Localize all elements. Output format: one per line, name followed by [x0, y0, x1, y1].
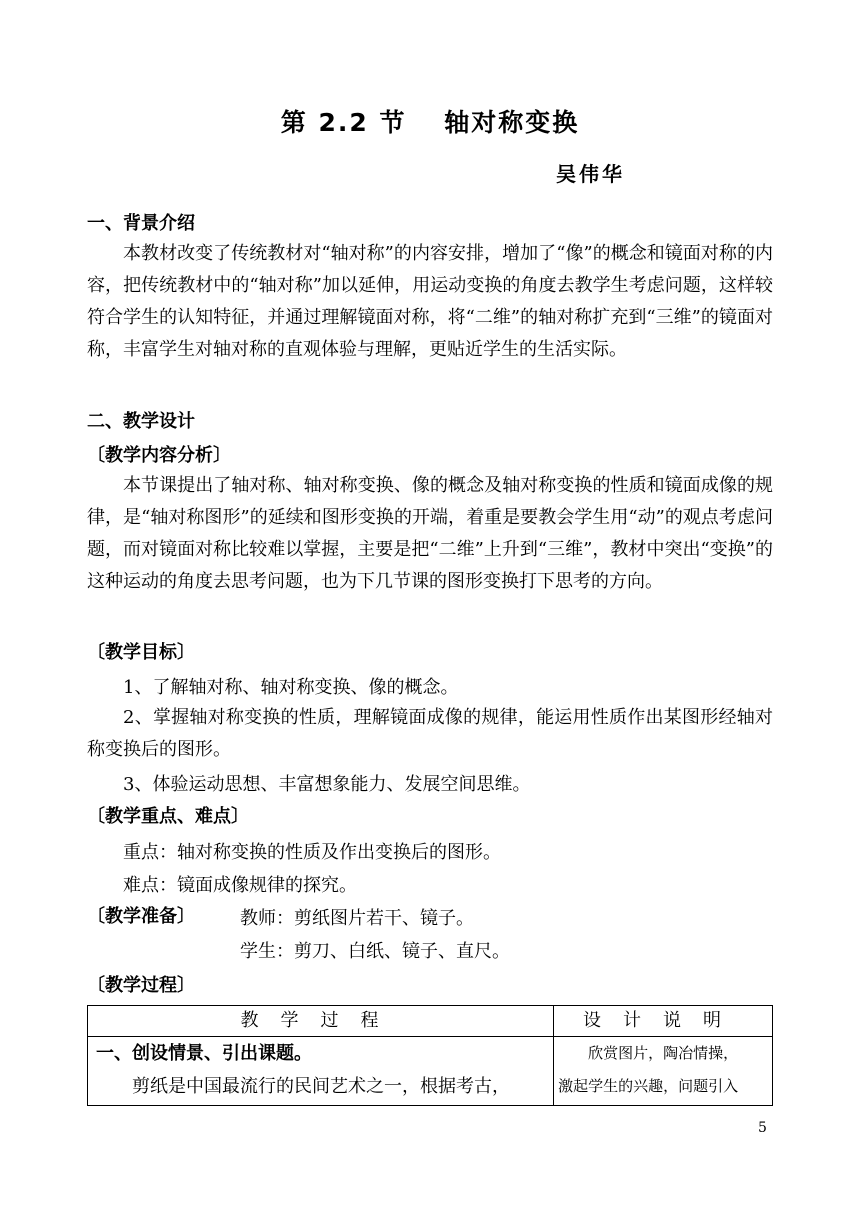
page-number: 5	[758, 1120, 767, 1136]
subheading-content-analysis: 〔教学内容分析〕	[87, 445, 231, 466]
table-header-process: 教学过程	[88, 1006, 554, 1037]
subheading-key-points: 〔教学重点、难点〕	[87, 806, 249, 827]
table-cell-notes	[554, 1037, 773, 1106]
table-note-line-2: 激起学生的兴趣，问题引入	[558, 1077, 739, 1095]
key-point-text: 重点：轴对称变换的性质及作出变换后的图形。	[123, 842, 501, 863]
subheading-preparation: 〔教学准备〕	[87, 906, 195, 927]
page-title: 第 2.2 节 轴对称变换	[280, 108, 580, 137]
process-table	[87, 1005, 773, 1106]
table-cell-process	[88, 1037, 554, 1106]
table-row-title: 一、创设情景、引出课题。	[96, 1043, 312, 1064]
prep-teacher-text: 教师：剪纸图片若干、镜子。	[240, 908, 474, 929]
subheading-process: 〔教学过程〕	[87, 975, 195, 996]
difficulty-text: 难点：镜面成像规律的探究。	[123, 875, 357, 896]
table-row-text: 剪纸是中国最流行的民间艺术之一，根据考古，	[132, 1076, 510, 1097]
subheading-goals: 〔教学目标〕	[87, 642, 195, 663]
table-note-line-1: 欣赏图片，陶冶情操，	[588, 1044, 739, 1062]
prep-student-text: 学生：剪刀、白纸、镜子、直尺。	[240, 941, 510, 962]
goal-item-2: 2、掌握轴对称变换的性质，理解镜面成像的规律，能运用性质作出某图形经轴对称变换后的图形。	[87, 707, 773, 760]
table-header-notes: 设计说明	[554, 1006, 773, 1037]
goal-item-3: 3、体验运动思想、丰富想象能力、发展空间思维。	[123, 774, 531, 795]
goal-item-1: 1、了解轴对称、轴对称变换、像的概念。	[123, 677, 459, 698]
author-name: 吴伟华	[556, 162, 625, 186]
section-heading-design: 二、教学设计	[87, 411, 195, 432]
content-analysis-paragraph: 本节课提出了轴对称、轴对称变换、像的概念及轴对称变换的性质和镜面成像的规律，是“轴对称图形”的延续和图形变换的开端，着重是要教会学生用“动”的观点考虑问题，而对镜面对称比较难以掌握，主要是把“二维”上升到“三维”，教材中突出“变换”的这种运动的角度去思考问题，也为下几节课的图形变换打下思考的方向。	[87, 475, 773, 592]
section-heading-background: 一、背景介绍	[87, 213, 195, 234]
background-paragraph: 本教材改变了传统教材对“轴对称”的内容安排，增加了“像”的概念和镜面对称的内容，把传统教材中的“轴对称”加以延伸，用运动变换的角度去教学生考虑问题，这样较符合学生的认知特征，并通过理解镜面对称，将“二维”的轴对称扩充到“三维”的镜面对称，丰富学生对轴对称的直观体验与理解，更贴近学生的生活实际。	[87, 243, 773, 360]
